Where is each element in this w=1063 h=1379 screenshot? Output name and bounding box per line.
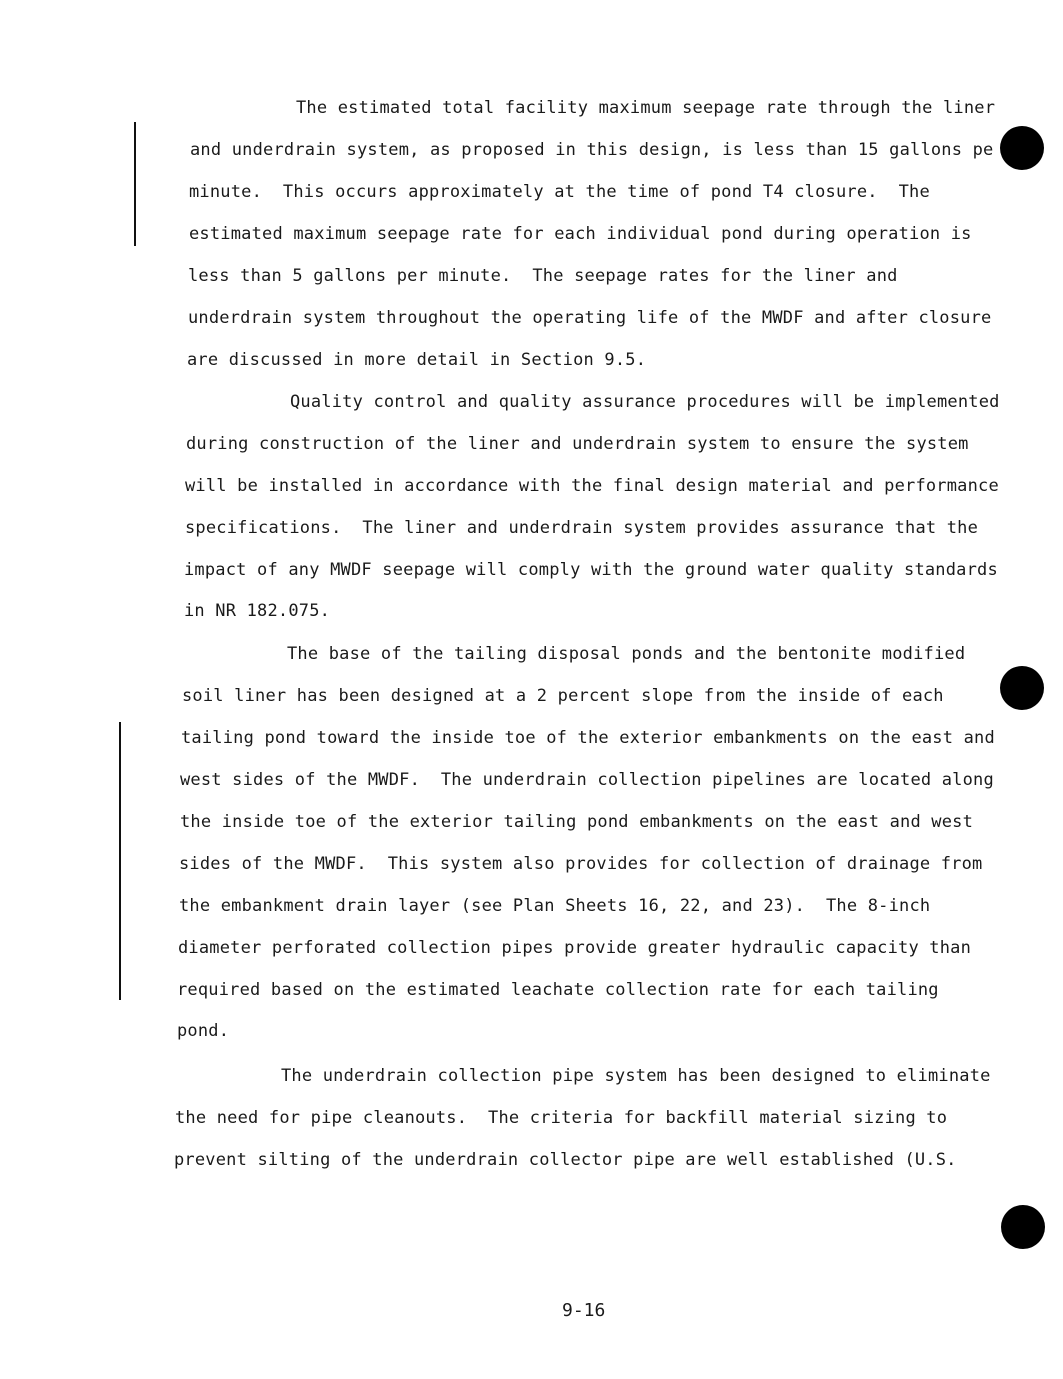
revision-bar [134,122,136,246]
text-line: will be installed in accordance with the final design material and performance [185,476,999,496]
text-line: underdrain system throughout the operating life of the MWDF and after closure [188,308,992,328]
text-line: diameter perforated collection pipes provide greater hydraulic capacity than [178,938,972,958]
text-line: the embankment drain layer (see Plan Sheets 16, 22, and 23). The 8-inch [179,896,931,916]
page-number: 9-16 [562,1300,606,1321]
text-line: specifications. The liner and underdrain system provides assurance that the [185,518,979,538]
punch-hole [1000,126,1044,170]
text-line: soil liner has been designed at a 2 percent slope from the inside of each [182,686,944,706]
revision-bar [119,722,121,1000]
punch-hole [1000,666,1044,710]
text-line: the inside toe of the exterior tailing pond embankments on the east and west [180,812,974,832]
text-line: Quality control and quality assurance procedures will be implemented [290,392,1000,412]
text-line: the need for pipe cleanouts. The criteria for backfill material sizing to [175,1108,948,1128]
text-line: required based on the estimated leachate collection rate for each tailing [177,980,939,1000]
text-line: The underdrain collection pipe system has been designed to eliminate [281,1066,991,1086]
text-line: less than 5 gallons per minute. The seepage rates for the liner and [188,266,898,286]
text-line: The estimated total facility maximum seepage rate through the liner [296,98,996,118]
text-line: The base of the tailing disposal ponds and the bentonite modified [287,644,966,664]
text-line: prevent silting of the underdrain collector pipe are well established (U.S. [174,1150,957,1170]
text-line: impact of any MWDF seepage will comply with the ground water quality standards [184,560,998,580]
text-line: west sides of the MWDF. The underdrain collection pipelines are located along [180,770,994,790]
text-line: during construction of the liner and underdrain system to ensure the system [186,434,969,454]
text-line: are discussed in more detail in Section 9.5. [187,350,647,370]
text-line: tailing pond toward the inside toe of the exterior embankments on the east and [181,728,995,748]
text-line: estimated maximum seepage rate for each individual pond during operation is [189,224,972,244]
text-line: and underdrain system, as proposed in this design, is less than 15 gallons pe [190,140,994,160]
text-line: pond. [177,1021,230,1041]
text-line: minute. This occurs approximately at the time of pond T4 closure. The [189,182,930,202]
text-line: in NR 182.075. [184,601,331,621]
punch-hole [1001,1205,1045,1249]
text-line: sides of the MWDF. This system also provides for collection of drainage from [179,854,983,874]
